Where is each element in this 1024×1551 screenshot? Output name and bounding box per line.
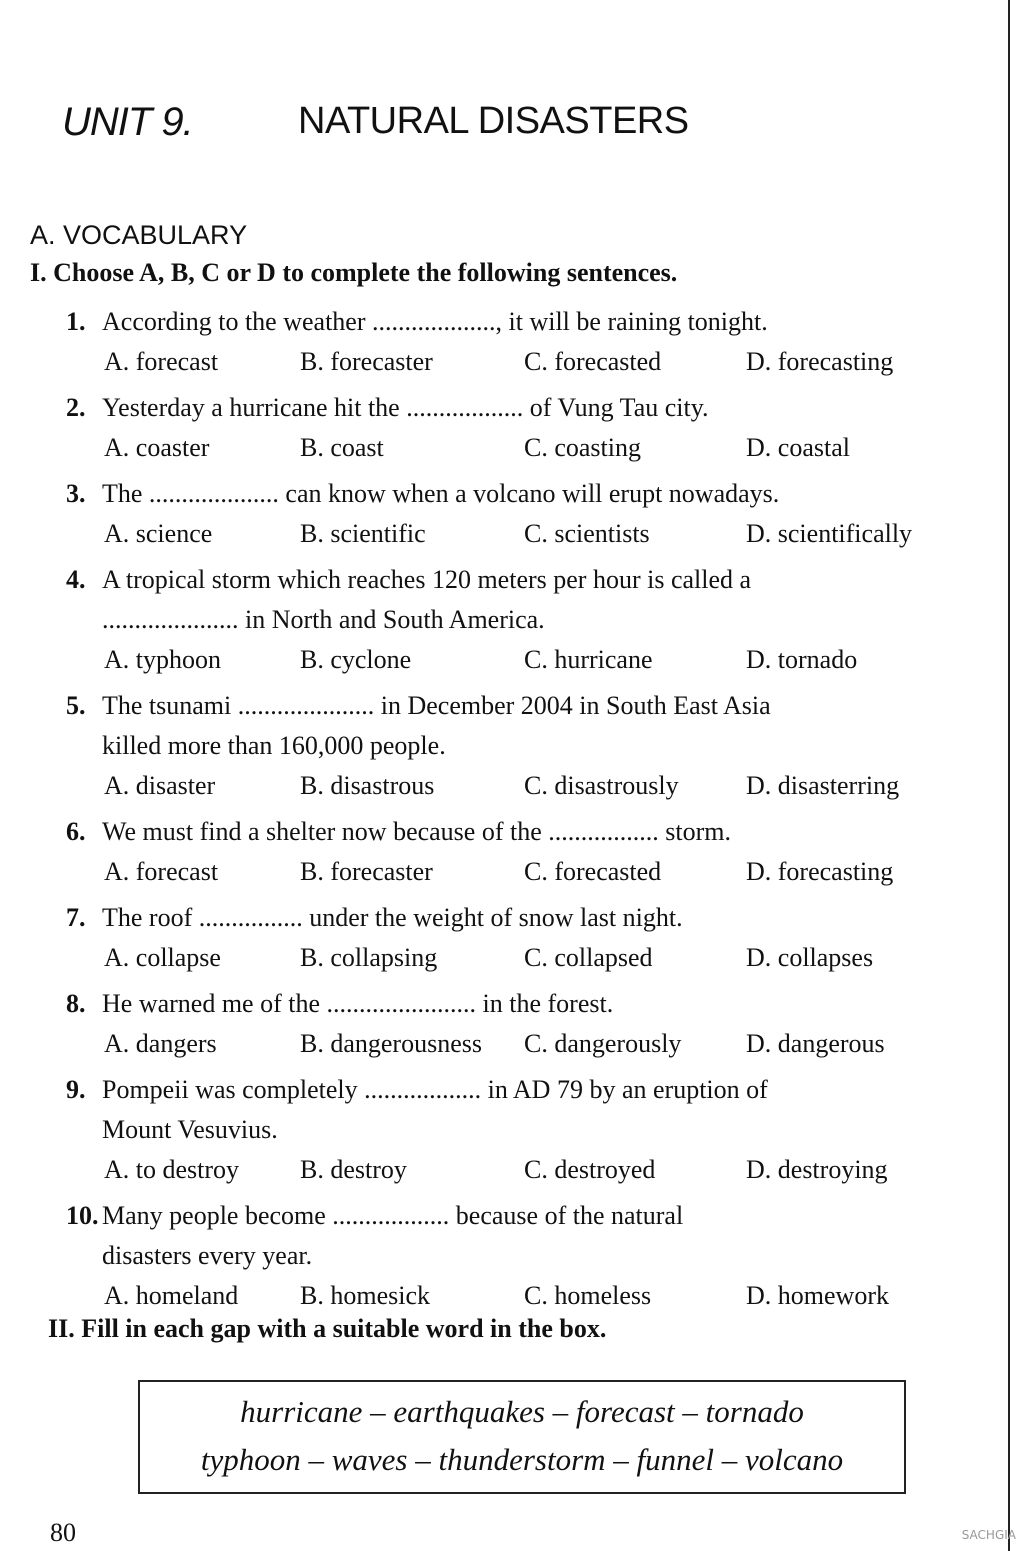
option-a: A. science <box>104 519 213 548</box>
page-edge-line <box>1008 0 1010 1551</box>
answer-options <box>66 428 956 468</box>
question-4 <box>66 560 956 680</box>
page-number: 80 <box>50 1518 76 1547</box>
option-a: A. forecast <box>104 857 219 886</box>
option-a: A. collapse <box>104 943 221 972</box>
answer-options <box>66 1024 956 1064</box>
question-text: We must find a shelter now because of the ................. storm. <box>102 817 731 846</box>
option-c: C. collapsed <box>524 943 653 972</box>
answer-options <box>66 1150 956 1190</box>
question-1 <box>66 302 956 382</box>
question-number: 8. <box>66 989 86 1018</box>
answer-options <box>66 640 956 680</box>
option-d: D. tornado <box>746 645 858 674</box>
question-text: The .................... can know when a volcano will erupt nowadays. <box>102 479 780 508</box>
question-text: A tropical storm which reaches 120 meters per hour is called a <box>102 565 752 594</box>
option-d: D. disasterring <box>746 771 900 800</box>
question-number: 3. <box>66 479 86 508</box>
option-d: D. collapses <box>746 943 874 972</box>
option-c: C. homeless <box>524 1281 652 1310</box>
option-c: C. scientists <box>524 519 650 548</box>
part1-instruction: I. Choose A, B, C or D to complete the following sentences. <box>30 258 678 287</box>
option-b: B. homesick <box>300 1281 430 1310</box>
question-number: 1. <box>66 307 86 336</box>
question-10 <box>66 1196 956 1316</box>
unit-label: UNIT 9. <box>62 100 193 144</box>
question-number: 4. <box>66 565 86 594</box>
word-box-line-1: hurricane – earthquakes – forecast – tornado <box>240 1394 804 1429</box>
option-d: D. forecasting <box>746 347 894 376</box>
watermark: SACHGIA <box>961 1528 1016 1542</box>
question-text: The roof ................ under the weight of snow last night. <box>102 903 683 932</box>
option-d: D. destroying <box>746 1155 888 1184</box>
question-text-continued: ..................... in North and South America. <box>102 605 545 634</box>
option-b: B. forecaster <box>300 857 433 886</box>
option-d: D. dangerous <box>746 1029 885 1058</box>
question-number: 5. <box>66 691 86 720</box>
option-b: B. destroy <box>300 1155 407 1184</box>
question-text: Pompeii was completely .................. in AD 79 by an eruption of <box>102 1075 768 1104</box>
option-d: D. forecasting <box>746 857 894 886</box>
answer-options <box>66 852 956 892</box>
option-d: D. scientifically <box>746 519 913 548</box>
option-b: B. scientific <box>300 519 426 548</box>
option-a: A. disaster <box>104 771 216 800</box>
unit-title: NATURAL DISASTERS <box>298 100 689 142</box>
question-list <box>66 302 956 1322</box>
option-a: A. coaster <box>104 433 210 462</box>
option-c: C. hurricane <box>524 645 653 674</box>
question-9 <box>66 1070 956 1190</box>
option-a: A. forecast <box>104 347 219 376</box>
option-c: C. forecasted <box>524 347 662 376</box>
question-number: 9. <box>66 1075 86 1104</box>
option-c: C. destroyed <box>524 1155 656 1184</box>
question-text: He warned me of the ....................... in the forest. <box>102 989 614 1018</box>
question-number: 2. <box>66 393 86 422</box>
question-3 <box>66 474 956 554</box>
question-text-continued: killed more than 160,000 people. <box>102 731 446 760</box>
word-box <box>138 1380 906 1494</box>
part2-instruction: II. Fill in each gap with a suitable word in the box. <box>48 1314 607 1343</box>
option-a: A. dangers <box>104 1029 217 1058</box>
question-7 <box>66 898 956 978</box>
option-b: B. forecaster <box>300 347 433 376</box>
question-text-continued: disasters every year. <box>102 1241 313 1270</box>
option-b: B. dangerousness <box>300 1029 482 1058</box>
option-a: A. typhoon <box>104 645 221 674</box>
option-c: C. dangerously <box>524 1029 682 1058</box>
unit-heading <box>62 100 962 160</box>
question-8 <box>66 984 956 1064</box>
question-text: According to the weather ..................., it will be raining tonight. <box>102 307 768 336</box>
option-a: A. to destroy <box>104 1155 240 1184</box>
answer-options <box>66 514 956 554</box>
option-b: B. coast <box>300 433 384 462</box>
option-d: D. homework <box>746 1281 889 1310</box>
option-c: C. disastrously <box>524 771 679 800</box>
answer-options <box>66 1276 956 1316</box>
question-text: Yesterday a hurricane hit the .................. of Vung Tau city. <box>102 393 709 422</box>
option-c: C. coasting <box>524 433 641 462</box>
word-box-line-2: typhoon – waves – thunderstorm – funnel – volcano <box>200 1442 844 1477</box>
section-heading: A. VOCABULARY <box>30 220 248 250</box>
option-c: C. forecasted <box>524 857 662 886</box>
question-text: Many people become .................. because of the natural <box>102 1201 684 1230</box>
option-d: D. coastal <box>746 433 850 462</box>
answer-options <box>66 938 956 978</box>
answer-options <box>66 342 956 382</box>
option-a: A. homeland <box>104 1281 239 1310</box>
question-6 <box>66 812 956 892</box>
question-5 <box>66 686 956 806</box>
option-b: B. collapsing <box>300 943 438 972</box>
option-b: B. cyclone <box>300 645 412 674</box>
question-number: 7. <box>66 903 86 932</box>
option-b: B. disastrous <box>300 771 435 800</box>
question-2 <box>66 388 956 468</box>
question-text-continued: Mount Vesuvius. <box>102 1115 278 1144</box>
answer-options <box>66 766 956 806</box>
question-number: 6. <box>66 817 86 846</box>
question-number: 10. <box>66 1201 99 1230</box>
question-text: The tsunami ..................... in December 2004 in South East Asia <box>102 691 771 720</box>
